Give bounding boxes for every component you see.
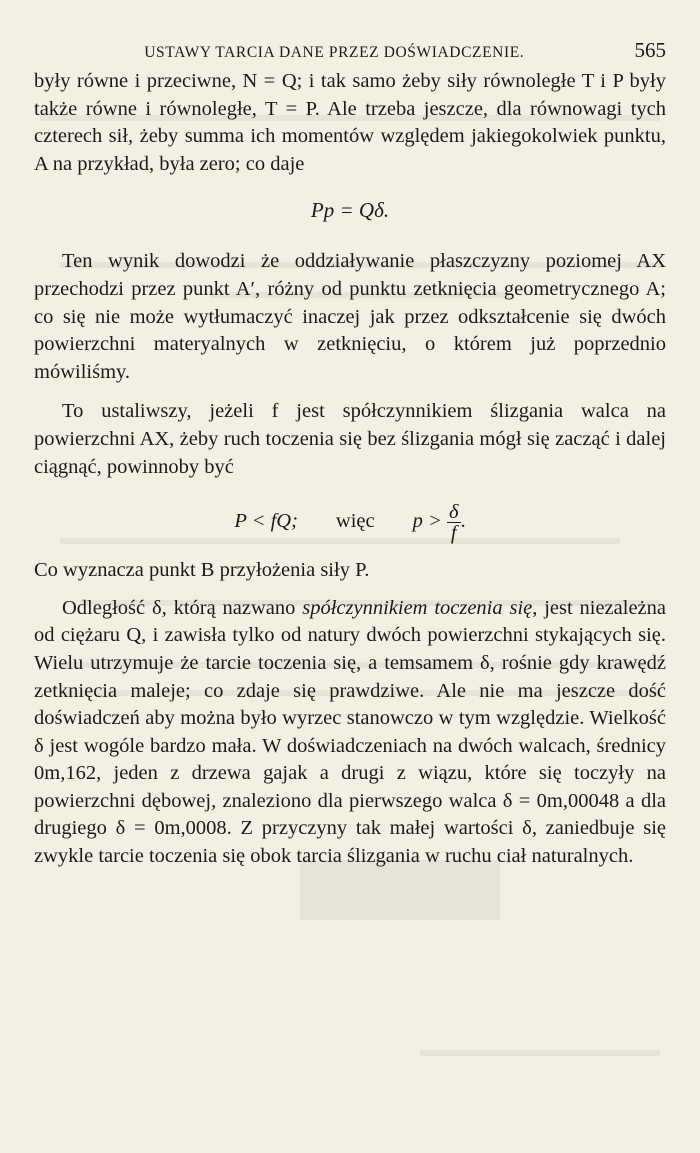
- formula-moment-equation: Pp = Qδ.: [310, 198, 390, 223]
- paragraph-5: [34, 595, 666, 871]
- paragraph-4: Co wyznacza punkt B przyłożenia siły P.: [34, 559, 370, 582]
- term-rolling-coefficient: spółczynnikiem toczenia się: [302, 596, 533, 619]
- page-number: 565: [634, 38, 666, 62]
- formula-rolling-condition: [34, 497, 666, 547]
- formula-fraction: [447, 502, 461, 543]
- paragraph-5-start: Odległość δ, którą nazwano: [62, 596, 303, 619]
- fraction-denominator: f: [450, 521, 457, 544]
- formula-lhs: p >: [412, 509, 442, 532]
- formula-word-wiec: więc: [335, 510, 375, 533]
- running-header: [34, 38, 666, 68]
- paragraph-1: były równe i przeciwne, N = Q; i tak samo żeby siły równoległe T i P były także równe i równoległe, T = P. Ale trzeba jeszcze, dla równowagi tych czterech sił, żeby summa ich momentów względem jakiegokolwiek punktu, A na przykład, była zero; co daje: [34, 70, 666, 175]
- formula-fraction-group: [413, 502, 466, 543]
- paragraph-2: Ten wynik dowodzi że oddziaływanie płaszczyzny poziomej AX przechodzi przez punkt A′, różny od punktu zetknięcia geometrycznego A; co się nie może wytłumaczyć inaczej jak przez odkształcenie się dwóch powierzchni materyalnych w zetknięciu, o którem już poprzednio mówiliśmy.: [34, 250, 666, 383]
- paragraph-3-text: To ustaliwszy, jeżeli f jest spółczynnikiem ślizgania walca na powierzchni AX, żeby ruch toczenia się bez ślizgania mógł się zacząć i dalej ciągnąć, powinnoby być: [34, 400, 666, 478]
- paragraph-5-rest: , jest niezależna od ciężaru Q, i zawisła tylko od natury dwóch powierzchni stykających się. Wielu utrzymuje że tarcie toczenia się, a temsamem δ, rośnie gdy krawędź zetknięcia maleje; co zdaje się prawdziwe. Ale nie ma jeszcze dość doświadczeń aby można było wyrzec stanowczo w tym względzie. Wielkość δ jest wogóle bardzo mała. W doświadczeniach na dwóch walcach, średnicy 0m,162, jeden z drzewa gajak a drugi z wiązu, które się toczyły na powierzchni dębowej, znaleziono dla pierwszego walca δ = 0m,00048 a dla drugiego δ = 0m,0008. Z przyczyny tak małej wartości δ, zaniedbuje się zwykle tarcie toczenia się obok tarcia ślizgania w ruchu ciał naturalnych.: [34, 596, 666, 868]
- running-title: USTAWY TARCIA DANE PRZEZ DOŚWIADCZENIE.: [144, 44, 525, 61]
- formula-inequality: P < fQ;: [234, 510, 298, 533]
- fraction-numerator: δ: [448, 500, 459, 523]
- paragraph-3: [34, 398, 666, 481]
- formula-period: .: [460, 509, 466, 532]
- page-body: [34, 68, 666, 871]
